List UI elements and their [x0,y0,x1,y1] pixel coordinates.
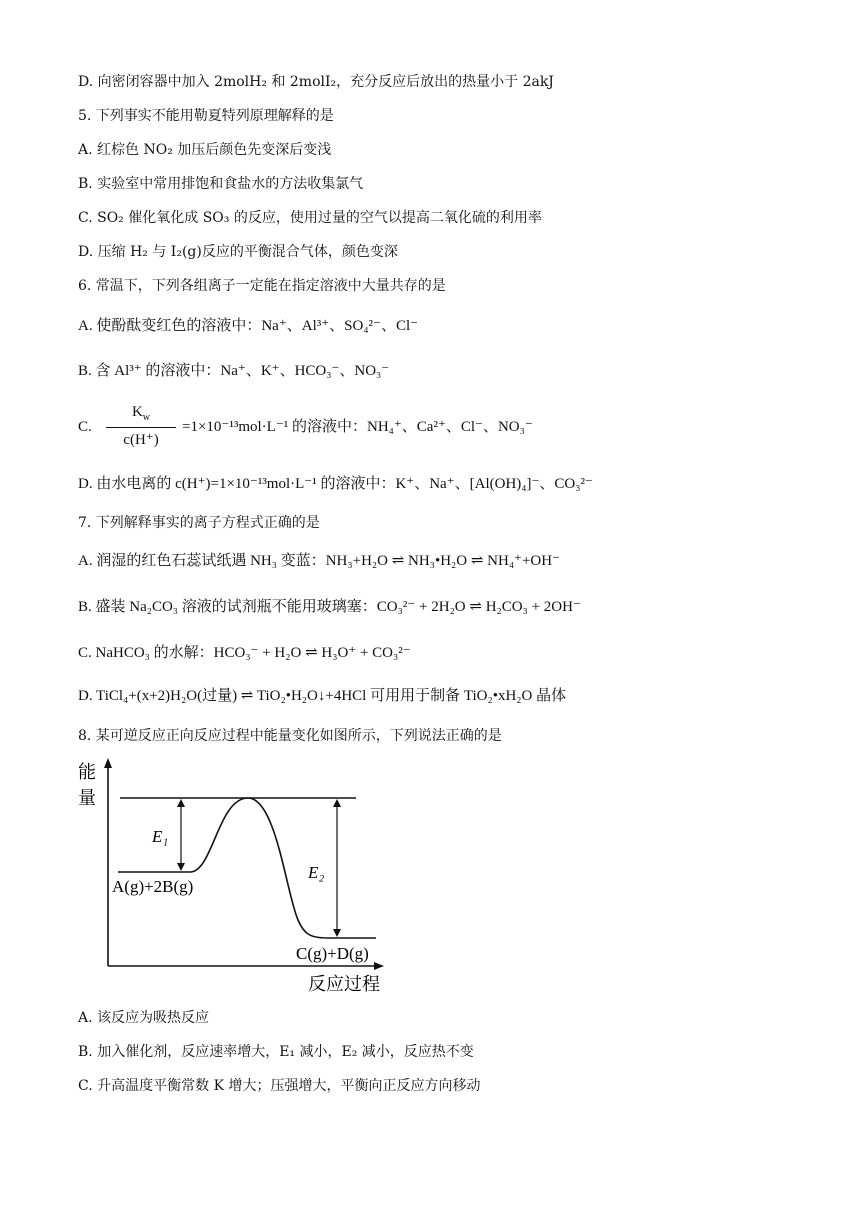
question-7-option-d: D. TiCl₄+(x+2)H₂O(过量) ⇌ TiO₂•H₂O↓+4HCl 可用用于制备 TiO₂•xH₂O 晶体 [78,688,567,704]
question-5-option-c: C. SO₂ 催化氧化成 SO₃ 的反应，使用过量的空气以提高二氧化硫的利用率 [78,210,542,226]
question-6-option-a: A. 使酚酞变红色的溶液中：Na⁺、Al³⁺、SO₄²⁻、Cl⁻ [78,318,419,334]
products-label: C(g)+D(g) [296,944,369,963]
question-7-option-a: A. 润湿的红色石蕊试纸遇 NH₃ 变蓝：NH₃+H₂O ⇌ NH₃•H₂O ⇌ NH₄⁺+OH⁻ [78,553,561,569]
y-axis-label-1: 能 [78,762,96,782]
e1-label: E₁ [152,827,169,846]
e2-arrow-head-bottom [333,929,341,937]
fraction [106,403,176,452]
y-axis-label-2: 量 [78,788,96,808]
question-5-option-a: A. 红棕色 NO₂ 加压后颜色先变深后变浅 [78,142,332,158]
question-8-stem: 8. 某可逆反应正向反应过程中能量变化如图所示，下列说法正确的是 [78,728,502,744]
question-7-stem: 7. 下列解释事实的离子方程式正确的是 [78,515,320,531]
question-5-option-b: B. 实验室中常用排饱和食盐水的方法收集氯气 [78,176,364,192]
fraction-denominator: c(H⁺) [123,432,159,448]
question-8-option-b: B. 加入催化剂，反应速率增大，E₁ 减小，E₂ 减小，反应热不变 [78,1044,474,1060]
question-8-option-c: C. 升高温度平衡常数 K 增大；压强增大，平衡向正反应方向移动 [78,1078,481,1094]
question-7-option-b: B. 盛装 Na₂CO₃ 溶液的试剂瓶不能用玻璃塞：CO₃²⁻ + 2H₂O ⇌ H₂CO₃ + 2OH⁻ [78,599,581,615]
e1-arrow-head-bottom [177,863,185,871]
option-c-prefix: C. [78,419,92,435]
question-5-option-d: D. 压缩 H₂ 与 I₂(g)反应的平衡混合气体，颜色变深 [78,244,398,260]
question-7-option-c: C. NaHCO₃ 的水解：HCO₃⁻ + H₂O ⇌ H₃O⁺ + CO₃²⁻ [78,645,411,661]
e1-arrow-head-top [177,799,185,807]
reactants-label: A(g)+2B(g) [112,877,194,896]
question-6-option-b: B. 含 Al³⁺ 的溶液中：Na⁺、K⁺、HCO₃⁻、NO₃⁻ [78,363,390,379]
x-axis-label: 反应过程 [308,974,380,994]
e2-label: E₂ [308,863,325,882]
question-5-stem: 5. 下列事实不能用勒夏特列原理解释的是 [78,108,334,124]
question-6-stem: 6. 常温下，下列各组离子一定能在指定溶液中大量共存的是 [78,278,446,294]
option-c-rest: =1×10⁻¹³mol·L⁻¹ 的溶液中：NH₄⁺、Ca²⁺、Cl⁻、NO₃⁻ [182,419,533,435]
fraction-numerator: $K_w$ [106,403,176,428]
question-8-option-a: A. 该反应为吸热反应 [78,1010,210,1026]
y-axis-arrow [104,758,112,768]
question-6-option-d: D. 由水电离的 c(H⁺)=1×10⁻¹³mol·L⁻¹ 的溶液中：K⁺、Na⁺、[Al(OH)₄]⁻、CO₃²⁻ [78,476,593,492]
question-4-option-d: D. 向密闭容器中加入 2molH₂ 和 2molI₂，充分反应后放出的热量小于 2akJ [78,74,554,90]
x-axis-arrow [374,962,384,970]
energy-diagram [78,752,398,1002]
e2-arrow-head-top [333,799,341,807]
